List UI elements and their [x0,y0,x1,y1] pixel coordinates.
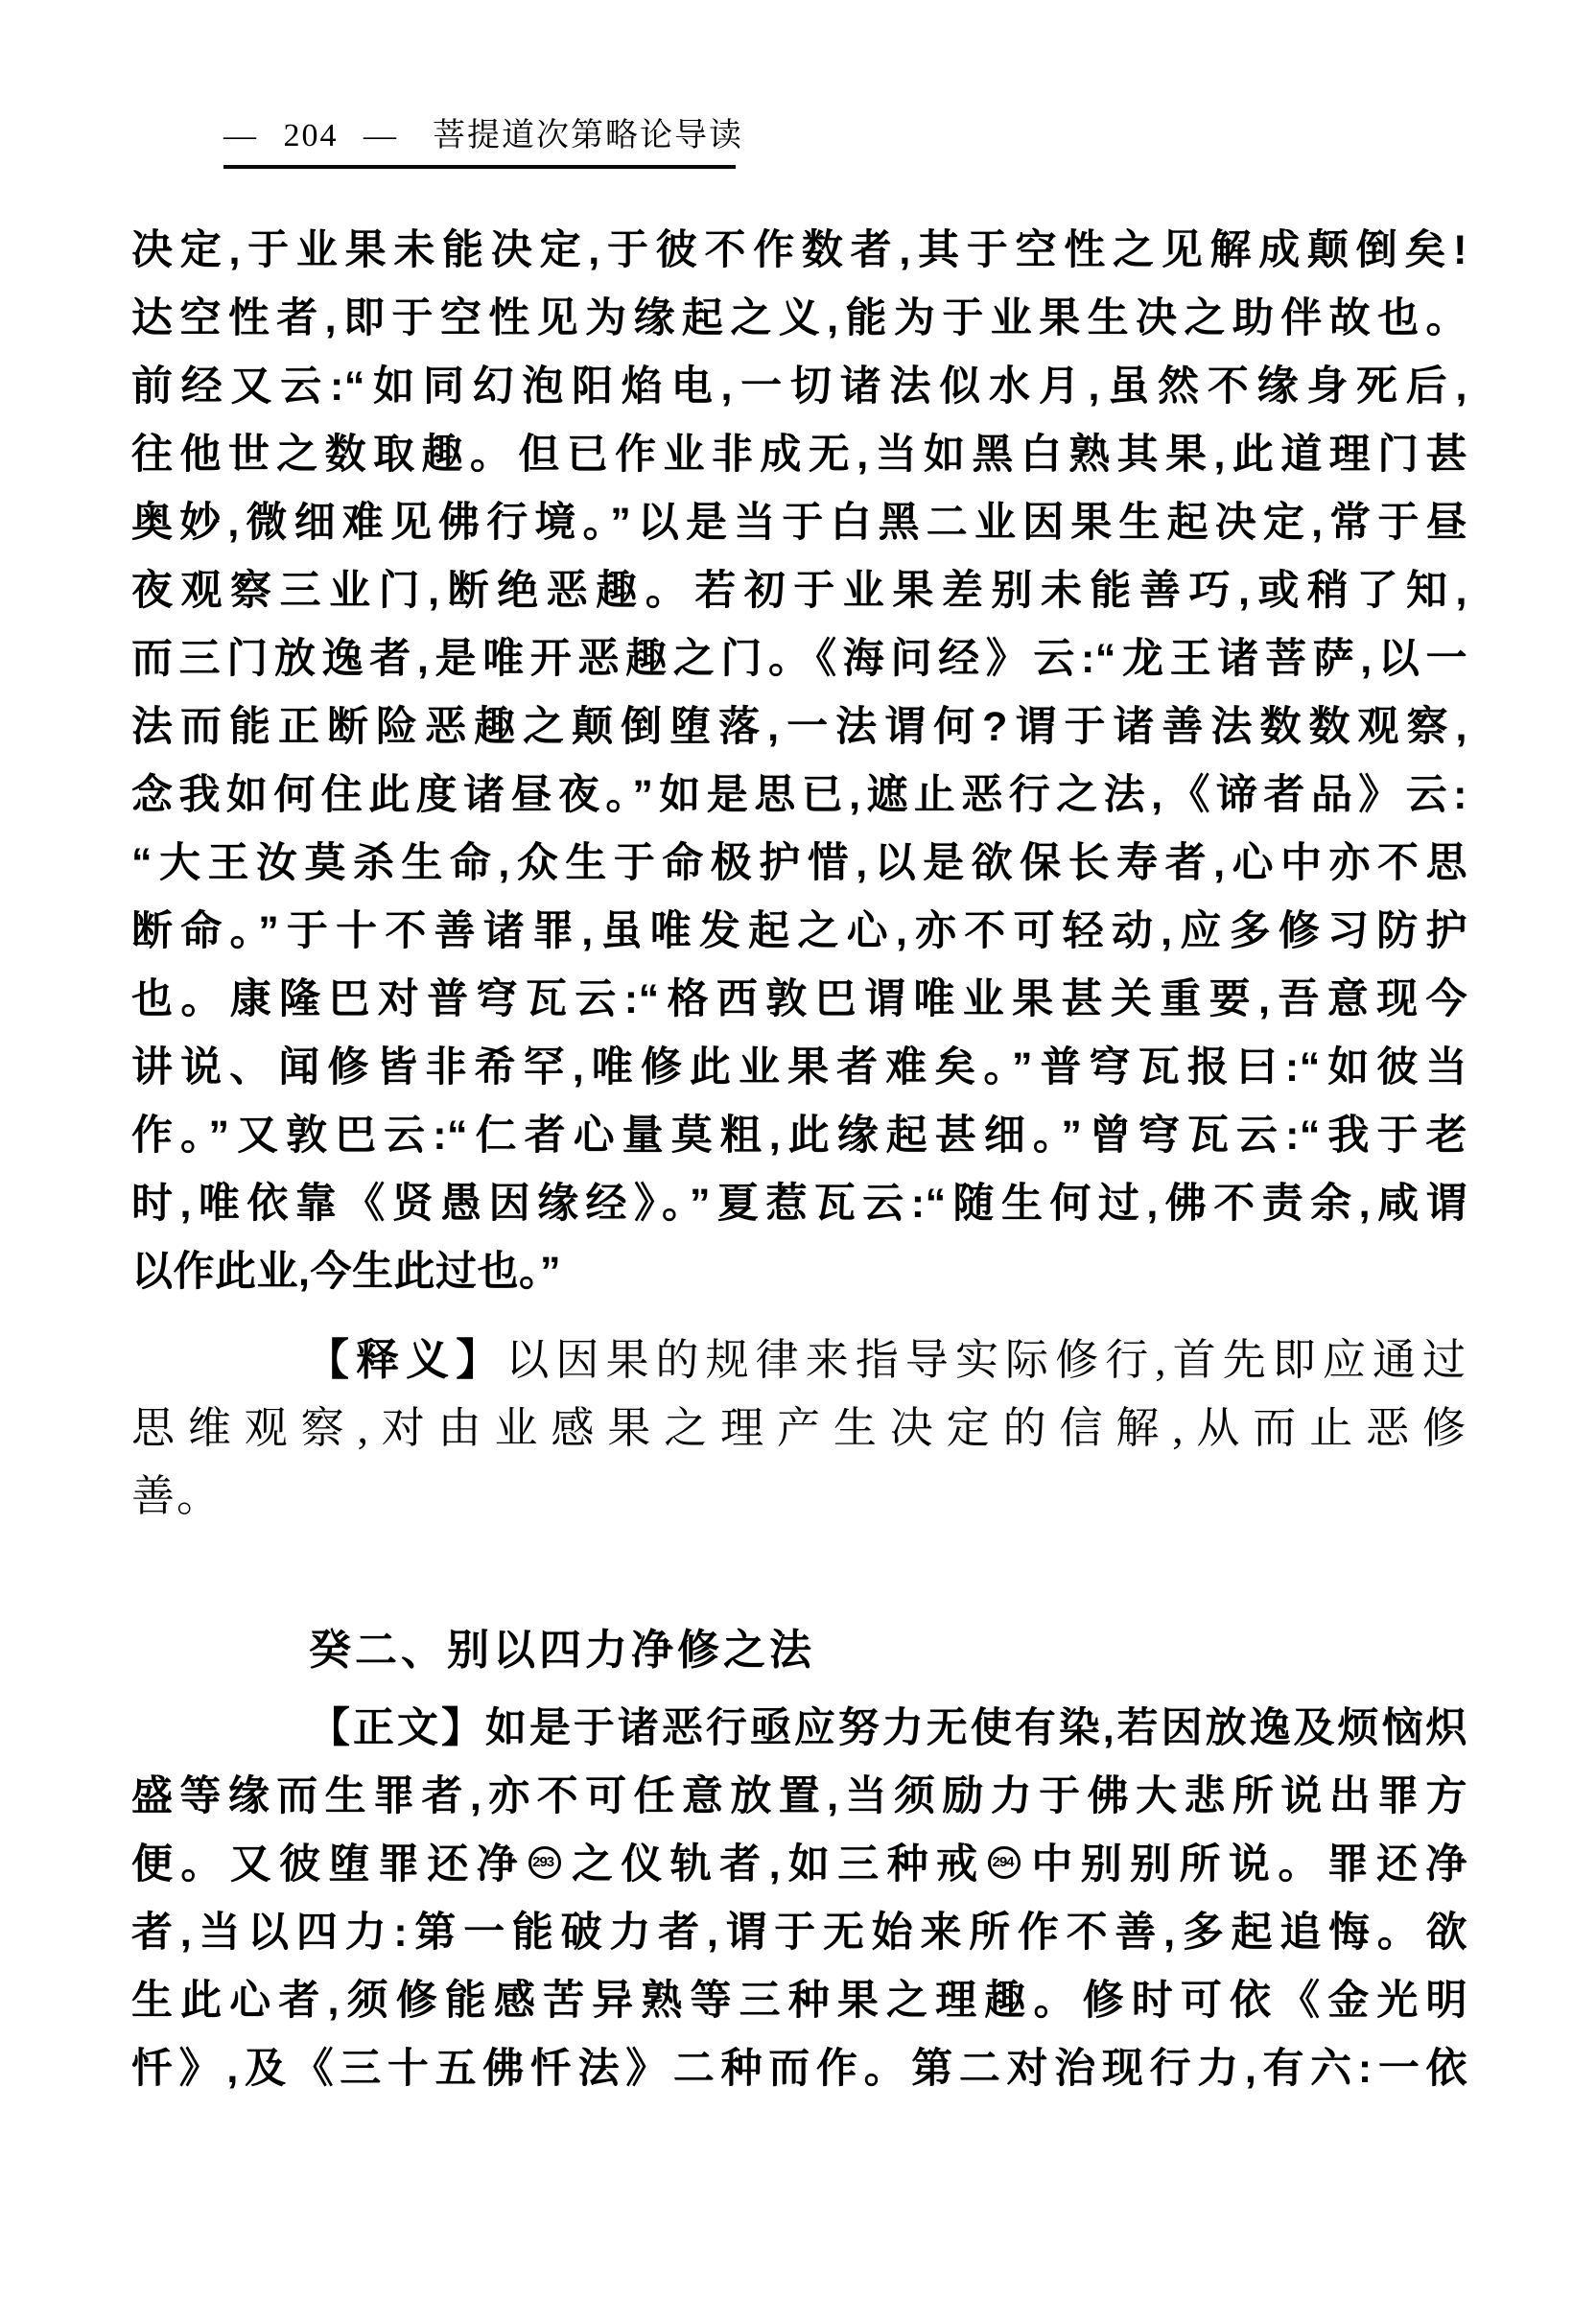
main-text-line-with-footnotes [131,1831,1467,1899]
main-text-text: 如是于诸恶行亟应努力无使有染,若因放逸及烦恼炽 [484,1705,1468,1751]
scripture-line: 断命。”于十不善诸罪,虽唯发起之心,亦不可轻动,应多修习防护 [131,908,1467,954]
scripture-line: “大王汝莫杀生命,众生于命极护惜,以是欲保长寿者,心中亦不思 [131,840,1467,886]
scripture-line: 作。”又敦巴云:“仁者心量莫粗,此缘起甚细。”曾穹瓦云:“我于老 [131,1113,1467,1159]
main-text-text: 之仪轨者,如三种戒 [564,1841,986,1888]
scripture-line: 念我如何住此度诸昼夜。”如是思已,遮止恶行之法,《谛者品》云: [131,772,1467,818]
scripture-paragraph [131,217,1467,1306]
section-heading: 癸二、别以四力净修之法 [309,1627,815,1674]
main-text-line: 者,当以四力:第一能破力者,谓于无始来所作不善,多起追悔。欲 [131,1910,1467,1956]
scripture-line: 时,唯依靠《贤愚因缘经》。”夏惹瓦云:“随生何过,佛不责余,咸谓 [131,1181,1467,1227]
scripture-line: 法而能正断险恶趣之颠倒堕落,一法谓何?谓于诸善法数数观察, [131,704,1467,750]
commentary-tag: 【释义】 [306,1336,506,1384]
main-text-line: 忏》,及《三十五佛忏法》二种而作。第二对治现行力,有六:一依 [131,2046,1467,2092]
main-text-line [131,1695,1467,1763]
main-text-text: 便。又彼堕罪还净 [131,1841,527,1888]
scripture-line: 决定,于业果未能决定,于彼不作数者,其于空性之见解成颠倒矣! [131,227,1467,273]
commentary-line: 善。 [131,1472,223,1520]
commentary-line: 思维观察,对由业感果之理产生决定的信解,从而止恶修 [131,1404,1467,1452]
scripture-line: 达空性者,即于空性见为缘起之义,能为于业果生决之助伴故也。 [131,295,1467,341]
scripture-line: 以作此业,今生此过也。” [131,1249,561,1295]
commentary-line [131,1326,1467,1395]
scripture-line: 夜观察三业门,断绝恶趣。若初于业果差别未能善巧,或稍了知, [131,568,1467,614]
scripture-line: 也。康隆巴对普穹瓦云:“格西敦巴谓唯业果甚关重要,吾意现今 [131,976,1468,1022]
main-text-tag: 【正文】 [309,1705,485,1751]
main-text-line: 生此心者,须修能感苦异熟等三种果之理趣。修时可依《金光明 [131,1978,1467,2024]
scripture-line: 前经又云:“如同幻泡阳焰电,一切诸法似水月,虽然不缘身死后, [131,363,1467,410]
main-text-text: 中别别所说。罪还净 [1023,1841,1467,1888]
main-text-paragraph [131,1695,1467,2103]
scripture-line: 而三门放逸者,是唯开恶趣之门。《海问经》云:“龙王诸菩萨,以一 [131,636,1467,682]
scripture-line: 奥妙,微细难见佛行境。”以是当于白黑二业因果生起决定,常于昼 [131,500,1467,546]
main-text-line: 盛等缘而生罪者,亦不可任意放置,当须励力于佛大悲所说出罪方 [131,1773,1467,1819]
footnote-ref-294: 294 [988,1846,1021,1879]
page-number: — 204 — [223,118,398,153]
commentary-text: 以因果的规律来指导实际修行,首先即应通过 [505,1336,1467,1384]
scripture-line: 讲说、闻修皆非希罕,唯修此业果者难矣。”普穹瓦报曰:“如彼当 [131,1044,1467,1090]
commentary-paragraph [131,1326,1467,1531]
page-header [223,117,743,169]
book-title: 菩提道次第略论导读 [433,118,743,153]
scripture-line: 往他世之数取趣。但已作业非成无,当如黑白熟其果,此道理门甚 [131,432,1467,478]
footnote-ref-293: 293 [528,1846,561,1879]
